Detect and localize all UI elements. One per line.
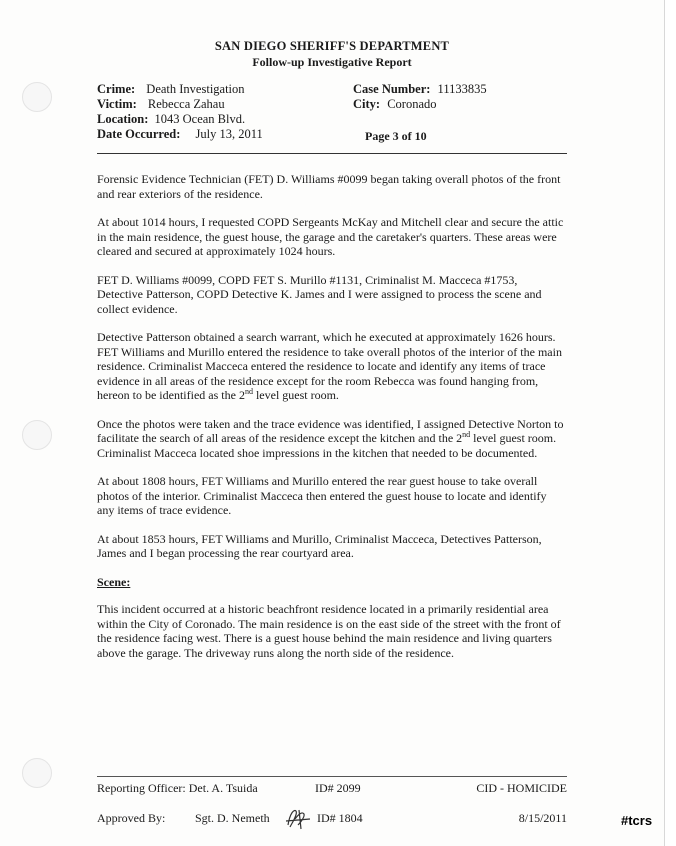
page-number: Page 3 of 10 bbox=[365, 129, 427, 143]
reporting-row bbox=[97, 781, 567, 811]
punch-hole bbox=[22, 82, 52, 112]
city-label: City: bbox=[353, 97, 381, 111]
paragraph: At about 1853 hours, FET Williams and Murillo, Criminalist Macceca, Detectives Patterson, James and I began processing the rear courtyard area. bbox=[97, 531, 542, 560]
case-number-label: Case Number: bbox=[353, 82, 431, 96]
watermark-tag: #tcrs bbox=[621, 813, 653, 828]
footer-divider bbox=[97, 776, 567, 777]
approved-by-label: Approved By: bbox=[97, 811, 166, 825]
report-body bbox=[97, 172, 565, 674]
report-footer bbox=[97, 781, 567, 841]
approval-row bbox=[97, 811, 567, 841]
reporting-officer: Reporting Officer: Det. A. Tsuida bbox=[97, 781, 258, 795]
header-divider bbox=[97, 153, 567, 154]
paragraph-text: Detective Patterson obtained a search warrant, which he executed at approximately 1626 hours. FET Williams and Murillo entered the residence to take overall photos of the interior of the main residence. Criminalist Macceca entered the residence to locate and identify any items of trace evidence in all areas of the residence except for the room Rebecca was found hanging from, hereon to be identified as the 2 bbox=[97, 330, 562, 402]
report-type: Follow-up Investigative Report bbox=[252, 55, 412, 69]
report-header bbox=[0, 38, 664, 70]
location-value: 1043 Ocean Blvd. bbox=[154, 112, 246, 126]
location-label: Location: bbox=[97, 112, 149, 126]
date-label: Date Occurred: bbox=[97, 127, 181, 141]
paragraph: Forensic Evidence Technician (FET) D. Williams #0099 began taking overall photos of the front and rear exteriors of the residence. bbox=[97, 172, 561, 201]
victim-label: Victim: bbox=[97, 97, 137, 111]
crime-label: Crime: bbox=[97, 82, 136, 96]
date-row bbox=[97, 127, 337, 142]
date-value: July 13, 2011 bbox=[195, 127, 263, 141]
crime-row bbox=[97, 82, 337, 97]
ordinal-suffix: nd bbox=[244, 387, 253, 396]
victim-value: Rebecca Zahau bbox=[147, 97, 225, 111]
crime-value: Death Investigation bbox=[146, 82, 245, 96]
paragraph: FET D. Williams #0099, COPD FET S. Murillo #1131, Criminalist M. Macceca #1753, Detective Patterson, COPD Detective K. James and I were assigned to process the scene and collect evidence. bbox=[97, 272, 542, 316]
paragraph-text: level guest room. Criminalist Macceca located shoe impressions in the kitchen that needed to be documented. bbox=[97, 431, 557, 460]
paragraph-text: level guest room. bbox=[252, 388, 339, 402]
approved-id: ID# 1804 bbox=[317, 811, 363, 825]
paragraph: At about 1014 hours, I requested COPD Sergeants McKay and Mitchell clear and secure the attic in the main residence, the guest house, the garage and the caretaker's quarters. These areas were cleared and secured at approximately 1024 hours. bbox=[97, 215, 564, 258]
location-row bbox=[97, 112, 337, 127]
scene-heading: Scene: bbox=[97, 574, 131, 589]
signature-initials bbox=[284, 805, 312, 831]
city-row bbox=[353, 97, 573, 112]
victim-row bbox=[97, 97, 337, 112]
unit-name: CID - HOMICIDE bbox=[476, 781, 567, 795]
case-number-row bbox=[353, 82, 573, 97]
punch-hole bbox=[22, 420, 52, 450]
scene-paragraph: This incident occurred at a historic beachfront residence located in a primarily residential area within the City of Coronado. The main residence is on the east side of the street with the front of the residence facing west. There is a guest house behind the main residence and living quarters above the garage. The driveway runs along the north side of the residence. bbox=[97, 602, 561, 660]
punch-hole bbox=[22, 758, 52, 788]
department-name: SAN DIEGO SHERIFF'S DEPARTMENT bbox=[214, 39, 450, 53]
case-number-value: 11133835 bbox=[437, 82, 487, 96]
reporting-id: ID# 2099 bbox=[315, 781, 361, 795]
paragraph bbox=[97, 330, 565, 403]
city-value: Coronado bbox=[387, 97, 437, 111]
ordinal-suffix: nd bbox=[462, 430, 471, 439]
paragraph: At about 1808 hours, FET Williams and Murillo entered the rear guest house to take overall photos of the interior. Criminalist Macceca then entered the guest house to locate and identify any items of trace evidence. bbox=[97, 474, 547, 517]
approved-by-name: Sgt. D. Nemeth bbox=[195, 811, 270, 825]
paragraph bbox=[97, 417, 565, 461]
approval-date: 8/15/2011 bbox=[518, 811, 567, 825]
paragraph-text: Once the photos were taken and the trace evidence was identified, I assigned Detective Norton to facilitate the search of all areas of the residence except the kitchen and the 2 bbox=[97, 416, 564, 445]
